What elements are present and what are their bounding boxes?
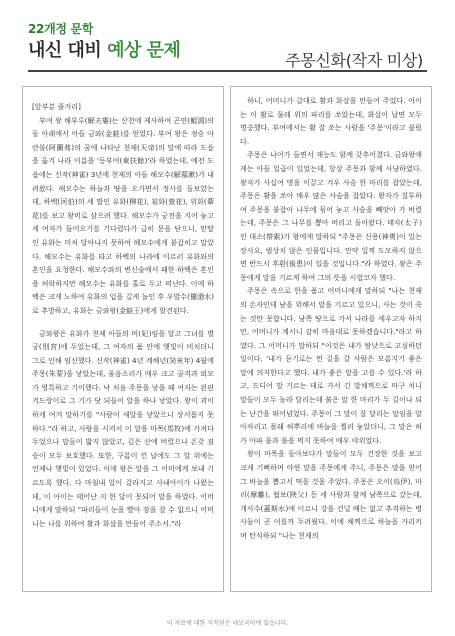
body-paragraph-4: 주몽은 속으로 한을 품고 어머니에게 말하되 "나는 천제의 손자인데 남을 위해서 말을 기르고 있으니, 사는 것이 죽는 것만 못합니다. 남쪽 땅으로 가서 나라를 세우고자 하지만, 어머니가 계시니 감히 마음대로 못하겠습니다."라고 하였다. 그 어머니가 말하되 "이것은 내가 밤낮으로 고심하던 일이다. '내가 듣기로는 먼 길을 갈 사람은 모름지기 좋은 말에 의지한다고 했다. 내가 좋은 말을 고를 수 있다.'라 하고, 드디어 말 기르는 데로 가서 긴 말채찍으로 마구 치니 말들이 모두 놀라 달리는데 붉은 말 한 마리가 두 길이나 되는 난간을 뛰어넘었다. 주몽이 그 말이 잘 달리는 말임을 알아차리고 몰래 혀뿌리에 바늘을 찔러 놓았더니, 그 말은 혀가 아파 물과 풀을 먹지 못하여 매우 야위었다. (240, 286, 422, 445)
summary-label: [앞부분 줄거리] (32, 102, 81, 111)
body-paragraph-3: 주몽은 나이가 들면서 재능도 함께 갖추어졌다. 금와왕에게는 아들 일곱이 있었는데, 항상 주몽과 함께 사냥하였다. 왕자가 사십여 명을 이끌고 겨우 사슴 한 마리를 잡았는데, 주몽은 활을 쏘아 매우 많은 사슴을 잡았다. 왕자가 질투하여 주몽을 붙잡아 나무에 묶어 놓고 사슴을 빼앗아 가 버렸는데, 주몽은 그 나무를 뽑아 버리고 돌아왔다. 태자(太子)인 대소(帶素)가 왕에게 말하되 "주몽은 신용(神勇)이 있는 장사요, 범상치 않은 인물입니다. 만약 일찍 도모하지 않으면 반드시 후환(後患)이 있을 것입니다."라 하였다. 왕은 주몽에게 말을 기르게 하여 그의 뜻을 시험코자 했다. (240, 150, 422, 282)
title-main: 내신 대비 (28, 40, 108, 61)
page-header (0, 0, 455, 70)
title-accent: 예상 문제 (107, 40, 181, 61)
header-divider (28, 70, 427, 72)
body-paragraph-2: 하니, 어머니가 갈대로 활과 화살을 만들어 주었다. 아이는 이 활로 물레 위의 파리를 쏘았는데, 화살이 날면 모두 명중했다. 부여에서는 활 잘 쏘는 사람을 '주몽'이라고 불렀다. (240, 96, 422, 146)
page-title (28, 36, 180, 62)
body-paragraph-1: 금와왕은 유화가 천제 아들의 비(妃)임을 알고 그녀를 별궁(別宮)에 두었는데, 그 여자의 품 안에 햇빛이 비치더니 그로 인해 임신했다. 신작(神雀) 4년 계해년(癸亥年) 4월에 주몽(朱蒙)을 낳았는데, 울음소리가 매우 크고 골격과 외모가 영특하고 기이했다. 낙 처음 주몽을 낳을 때 여자는 왼편 겨드랑이로 그 기가 닷 되들이 알을 하나 낳았다. 왕이 괴이하게 여겨 말하기를 "사람이 새알을 낳았으니 상서롭지 못하다."라 하고, 사람을 시켜서 이 알을 마목(馬牧)에 가져다 두었으나 말들이 밟지 않았고, 깊은 산에 버렸으나 온갖 짐승이 모두 보호했다. 또한, 구름이 낀 날에도 그 알 위에는 언제나 햇빛이 있었다. 이에 왕은 알을 그 어미에게 보내 기르도록 했다. 다 마침내 알이 갈라지고 사내아이가 나왔는데, 이 아이는 태어난 지 한 달이 못되어 말을 하였다. 어머니에게 말하되 "파리들이 눈을 빨아 잠을 잘 수 없으니 어머니는 나를 위하여 활과 화살을 만들어 주소서."라 (32, 328, 214, 528)
passage-left-column (22, 86, 224, 592)
passage-right-column (230, 86, 432, 592)
work-title: 주몽신화(작자 미상) (285, 51, 423, 70)
summary-paragraph: 부여 왕 해부루(解夫婁)는 산천에 제사하여 곤연(鯤淵)의 돌 아래에서 아들 금와(金蛙)를 얻었다. 부여 왕은 정승 아란불(阿蘭弗)의 꿈에 나타난 천제(天帝)의 말에 따라 도읍을 옮겨 나라 이름을 '동부여(東扶餘)'라 하였는데, 예전 도읍에는 신작(神雀) 3년에 천제의 아들 해모수(解慕漱)가 내려왔다. 해모수는 하늘과 땅을 오가면서 정사를 돌보았는데, 하백(河伯)의 세 딸인 유화(柳花), 훤화(萱花), 위화(葦花)를 보고 왕비로 삼으려 했다. 해모수가 궁전을 지어 놓고 세 여자가 들어오기를 기다렸다가 급히 문을 닫으니, 맏딸인 유화는 미처 달아나지 못하여 해모수에게 붙잡히고 말았다. 해모수는 유화를 타고 하백의 나라에 이르러 유화와의 혼인을 요청한다. 해모수와의 변신술에서 패한 하백은 혼인을 허락하지만 해모수는 유화를 홀로 두고 떠난다. 이에 하백은 크게 노하여 유화의 입을 길게 늘인 후 우발수(優渤水)로 추방하고, 유화는 금와왕(金蛙王)에게 발견된다. (32, 115, 214, 315)
body-paragraph-5: 왕이 마목을 돌아보다가 말들이 모두 건장한 것을 보고 크게 기뻐하며 야윈 말을 주몽에게 주니, 주몽은 말을 얻어 그 바늘을 뽑고서 먹을 것을 주었다. 주몽은 오이(烏伊), 마리(摩離), 협보(陜父) 등 세 사람과 함께 남쪽으로 갔는데, 개사수(蓋斯水)에 이르니 강을 건널 배는 없고 추격하는 병사들이 곧 이를까 두려웠다. 이에 채찍으로 하늘을 가리키며 탄식하되 "나는 천제의 (240, 449, 422, 540)
subject-label: 22개정 문학 (28, 22, 94, 36)
copyright-notice: 이 자료에 대한 저작권은 네모국어에 있습니다. (166, 620, 289, 627)
